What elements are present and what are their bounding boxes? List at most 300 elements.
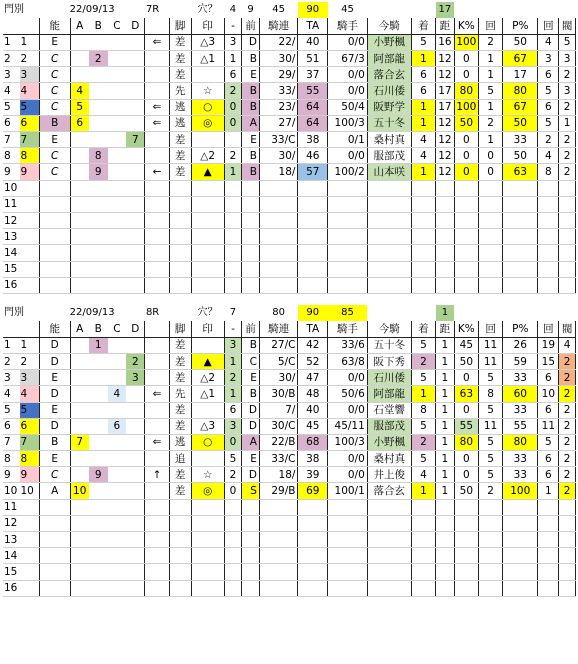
table-cell: [20, 245, 40, 261]
table-cell: [478, 580, 502, 596]
table-cell: 0: [454, 51, 478, 67]
table-cell: [191, 261, 224, 277]
table-cell: [39, 580, 70, 596]
table-cell: 追: [169, 451, 191, 467]
table-cell: 68: [298, 434, 328, 450]
table-cell: B: [242, 148, 260, 164]
table-cell: D: [39, 418, 70, 434]
table-cell: D: [39, 353, 70, 369]
table-cell: 6: [411, 67, 435, 83]
table-cell: 6: [20, 418, 40, 434]
table-cell: [39, 245, 70, 261]
table-cell: 9: [20, 164, 40, 180]
table-cell: 五十冬: [367, 115, 411, 131]
table-cell: 18/: [259, 467, 298, 483]
table-cell: [242, 515, 260, 531]
table-cell: [559, 229, 576, 245]
table-cell: [367, 180, 411, 196]
table-cell: [328, 515, 368, 531]
column-header: C: [108, 321, 127, 337]
table-cell: 1: [224, 164, 242, 180]
table-cell: 1: [411, 99, 435, 115]
table-cell: [411, 499, 435, 515]
table-cell: 5: [478, 434, 502, 450]
table-cell: B: [242, 83, 260, 99]
table-row: [3, 245, 576, 261]
table-cell: [436, 180, 455, 196]
table-cell: B: [242, 337, 260, 353]
table-cell: [89, 499, 108, 515]
table-cell: [478, 499, 502, 515]
table-cell: 2: [224, 83, 242, 99]
table-cell: [224, 532, 242, 548]
table-cell: [559, 564, 576, 580]
table-cell: 57: [298, 164, 328, 180]
table-cell: [126, 434, 145, 450]
column-header: 今騎: [367, 321, 411, 337]
table-cell: 12: [436, 148, 455, 164]
table-cell: [328, 212, 368, 228]
column-header: 回: [478, 18, 502, 34]
table-cell: 2: [559, 434, 576, 450]
table-cell: [126, 483, 145, 499]
table-cell: [89, 277, 108, 293]
table-cell: 80: [454, 434, 478, 450]
table-cell: B: [242, 99, 260, 115]
table-cell: 33: [503, 451, 538, 467]
table-cell: 0: [224, 115, 242, 131]
table-cell: [436, 212, 455, 228]
table-cell: [70, 499, 89, 515]
table-cell: 6: [538, 451, 559, 467]
table-cell: 55: [298, 83, 328, 99]
column-header: B: [89, 321, 108, 337]
table-cell: 4: [3, 386, 20, 402]
table-cell: 1: [3, 337, 20, 353]
table-cell: [108, 402, 127, 418]
table-cell: 50: [454, 483, 478, 499]
table-cell: [436, 245, 455, 261]
table-row: [3, 51, 576, 67]
table-row: [3, 548, 576, 564]
table-cell: [436, 532, 455, 548]
table-cell: [39, 229, 70, 245]
table-cell: [242, 532, 260, 548]
table-cell: 4: [20, 386, 40, 402]
table-cell: [70, 261, 89, 277]
table-cell: △1: [191, 51, 224, 67]
table-cell: [298, 180, 328, 196]
table-cell: E: [242, 132, 260, 148]
table-row: [3, 483, 576, 499]
table-row: [3, 67, 576, 83]
table-cell: 5: [538, 83, 559, 99]
table-cell: 100: [454, 34, 478, 50]
table-cell: 阪下秀: [367, 353, 411, 369]
table-cell: 2: [559, 132, 576, 148]
table-cell: [169, 212, 191, 228]
column-header-row: [3, 321, 576, 337]
table-cell: [503, 261, 538, 277]
table-cell: 差: [169, 67, 191, 83]
table-cell: S: [242, 483, 260, 499]
table-cell: 10: [538, 386, 559, 402]
table-cell: [126, 51, 145, 67]
table-cell: 63: [503, 164, 538, 180]
table-cell: [436, 277, 455, 293]
table-cell: [70, 164, 89, 180]
table-cell: [145, 532, 169, 548]
column-header: C: [108, 18, 127, 34]
table-row: [3, 532, 576, 548]
table-cell: 1: [436, 370, 455, 386]
table-cell: [145, 180, 169, 196]
table-cell: [454, 245, 478, 261]
table-cell: 5: [20, 99, 40, 115]
table-cell: D: [39, 386, 70, 402]
table-cell: [328, 180, 368, 196]
table-cell: [478, 245, 502, 261]
table-cell: [39, 277, 70, 293]
table-cell: [411, 564, 435, 580]
column-header: 距: [436, 321, 455, 337]
table-cell: 2: [559, 418, 576, 434]
col-spacer: [3, 18, 39, 34]
column-header: [145, 18, 169, 34]
table-cell: 4: [108, 386, 127, 402]
table-cell: [169, 196, 191, 212]
table-cell: D: [242, 467, 260, 483]
table-cell: [559, 196, 576, 212]
table-cell: 10: [70, 483, 89, 499]
table-cell: [436, 261, 455, 277]
table-cell: [108, 370, 127, 386]
table-cell: 0: [454, 132, 478, 148]
table-cell: [145, 564, 169, 580]
table-cell: 7: [126, 132, 145, 148]
table-cell: [191, 515, 224, 531]
table-cell: [89, 83, 108, 99]
table-cell: 2: [224, 370, 242, 386]
table-cell: 30/: [259, 51, 298, 67]
table-cell: 先: [169, 386, 191, 402]
table-cell: [478, 564, 502, 580]
table-cell: [242, 212, 260, 228]
table-cell: [145, 148, 169, 164]
table-cell: [70, 370, 89, 386]
table-cell: 小野楓: [367, 434, 411, 450]
table-cell: [70, 196, 89, 212]
table-cell: [145, 580, 169, 596]
table-cell: [367, 515, 411, 531]
table-cell: [169, 499, 191, 515]
table-cell: 差: [169, 148, 191, 164]
table-cell: [126, 515, 145, 531]
table-cell: 0: [454, 402, 478, 418]
header-value-5: 45: [341, 4, 354, 16]
table-cell: [538, 499, 559, 515]
table-cell: 9: [89, 467, 108, 483]
column-header: 今騎: [367, 18, 411, 34]
table-cell: [298, 580, 328, 596]
table-cell: 4: [3, 83, 20, 99]
column-header: P%: [503, 18, 538, 34]
table-cell: C: [39, 99, 70, 115]
table-cell: [108, 451, 127, 467]
table-cell: [503, 229, 538, 245]
table-cell: [20, 515, 40, 531]
table-cell: [503, 196, 538, 212]
table-cell: [108, 580, 127, 596]
table-cell: 2: [559, 386, 576, 402]
table-cell: [145, 261, 169, 277]
table-cell: 16: [436, 34, 455, 50]
column-header: 閥: [559, 321, 576, 337]
table-cell: 2: [559, 451, 576, 467]
table-cell: [224, 499, 242, 515]
table-cell: C: [39, 83, 70, 99]
table-cell: 5: [411, 337, 435, 353]
table-cell: 逃: [169, 99, 191, 115]
table-cell: [145, 245, 169, 261]
race-header-row: [3, 305, 576, 321]
table-cell: 16: [3, 580, 20, 596]
table-cell: [39, 515, 70, 531]
table-cell: 8: [411, 402, 435, 418]
table-cell: 0: [454, 148, 478, 164]
table-cell: 100/3: [328, 115, 368, 131]
column-header: 騎連: [259, 321, 298, 337]
table-cell: [108, 564, 127, 580]
table-cell: 2: [411, 353, 435, 369]
table-cell: [224, 564, 242, 580]
table-cell: 落合玄: [367, 483, 411, 499]
table-cell: 1: [411, 164, 435, 180]
table-cell: 逃: [169, 115, 191, 131]
table-cell: [454, 580, 478, 596]
table-cell: 6: [3, 115, 20, 131]
table-cell: [145, 229, 169, 245]
table-cell: [169, 277, 191, 293]
table-cell: 9: [20, 467, 40, 483]
table-cell: E: [242, 67, 260, 83]
table-cell: 6: [538, 467, 559, 483]
table-cell: [126, 245, 145, 261]
table-row: [3, 370, 576, 386]
table-cell: [70, 245, 89, 261]
table-cell: [328, 196, 368, 212]
table-cell: [367, 212, 411, 228]
table-cell: 100: [503, 483, 538, 499]
table-cell: 33: [503, 402, 538, 418]
table-cell: 42: [298, 337, 328, 353]
column-header: K%: [454, 18, 478, 34]
table-cell: [259, 532, 298, 548]
table-cell: 4: [538, 148, 559, 164]
table-cell: [328, 532, 368, 548]
race-venue: 門別: [4, 306, 24, 318]
table-cell: 1: [478, 132, 502, 148]
header-value-1: 7: [229, 306, 237, 318]
table-cell: [126, 548, 145, 564]
table-cell: E: [39, 402, 70, 418]
table-cell: [478, 212, 502, 228]
table-row: [3, 196, 576, 212]
table-cell: [242, 196, 260, 212]
table-cell: [411, 515, 435, 531]
table-cell: [242, 180, 260, 196]
table-cell: [89, 180, 108, 196]
table-cell: [538, 548, 559, 564]
table-cell: 0: [454, 164, 478, 180]
table-cell: 5: [411, 418, 435, 434]
table-cell: 2: [411, 434, 435, 450]
table-cell: [126, 580, 145, 596]
table-cell: 45: [454, 337, 478, 353]
table-cell: 10: [20, 483, 40, 499]
table-cell: 8: [89, 148, 108, 164]
table-cell: [538, 180, 559, 196]
table-cell: [298, 277, 328, 293]
table-cell: [145, 83, 169, 99]
table-cell: [538, 277, 559, 293]
header-spacer: [367, 2, 435, 18]
table-cell: [89, 99, 108, 115]
table-cell: [454, 515, 478, 531]
table-cell: 1: [224, 353, 242, 369]
header-value-6: 17: [436, 2, 455, 18]
table-cell: 0: [224, 99, 242, 115]
table-row: [3, 353, 576, 369]
table-cell: 9: [3, 467, 20, 483]
table-row: [3, 386, 576, 402]
table-cell: [108, 261, 127, 277]
table-cell: ○: [191, 99, 224, 115]
table-cell: 67: [503, 51, 538, 67]
table-cell: 52: [298, 353, 328, 369]
table-cell: [436, 515, 455, 531]
table-cell: 差: [169, 370, 191, 386]
table-cell: [108, 148, 127, 164]
table-cell: 0: [454, 467, 478, 483]
table-cell: 2: [3, 51, 20, 67]
column-header: 印: [191, 18, 224, 34]
table-cell: [436, 499, 455, 515]
column-header: 騎連: [259, 18, 298, 34]
table-cell: [89, 245, 108, 261]
table-cell: 1: [20, 337, 40, 353]
header-tail: [454, 305, 575, 321]
table-cell: 差: [169, 353, 191, 369]
ana-label: 穴？: [197, 4, 218, 16]
table-cell: [367, 564, 411, 580]
table-cell: 17: [436, 83, 455, 99]
table-cell: 5: [411, 370, 435, 386]
table-cell: [242, 499, 260, 515]
table-cell: B: [242, 164, 260, 180]
table-cell: 0/0: [328, 67, 368, 83]
table-row: [3, 180, 576, 196]
column-header: -: [224, 321, 242, 337]
table-cell: [20, 212, 40, 228]
table-cell: [224, 229, 242, 245]
table-cell: 1: [538, 483, 559, 499]
table-cell: 差: [169, 34, 191, 50]
table-cell: 差: [169, 418, 191, 434]
table-cell: 0: [478, 148, 502, 164]
table-cell: 13: [3, 229, 20, 245]
table-cell: 2: [478, 483, 502, 499]
table-cell: 1: [224, 386, 242, 402]
table-cell: 1: [478, 99, 502, 115]
column-header: D: [126, 321, 145, 337]
table-cell: 差: [169, 132, 191, 148]
column-header: TA: [298, 321, 328, 337]
table-cell: 6: [538, 370, 559, 386]
table-cell: [454, 564, 478, 580]
table-cell: 1: [436, 483, 455, 499]
table-cell: 5: [478, 451, 502, 467]
table-cell: [503, 277, 538, 293]
table-cell: 40: [298, 402, 328, 418]
table-cell: 桑村真: [367, 451, 411, 467]
table-cell: 7: [3, 132, 20, 148]
table-cell: 6: [3, 418, 20, 434]
header-value-2: 9: [247, 4, 254, 16]
table-cell: 5: [224, 451, 242, 467]
table-cell: [126, 83, 145, 99]
table-cell: 1: [436, 337, 455, 353]
column-header: 印: [191, 321, 224, 337]
table-cell: [126, 451, 145, 467]
table-cell: [89, 548, 108, 564]
table-cell: [126, 148, 145, 164]
table-cell: [108, 467, 127, 483]
table-cell: 12: [436, 132, 455, 148]
race-header-row: [3, 2, 576, 18]
table-cell: 2: [224, 467, 242, 483]
table-cell: [20, 564, 40, 580]
table-cell: 5: [3, 402, 20, 418]
table-cell: D: [39, 337, 70, 353]
table-cell: 80: [503, 434, 538, 450]
table-cell: 100/3: [328, 434, 368, 450]
table-cell: △3: [191, 418, 224, 434]
table-cell: [70, 532, 89, 548]
table-cell: [108, 196, 127, 212]
table-cell: 2: [478, 115, 502, 131]
table-row: [3, 164, 576, 180]
table-cell: [559, 277, 576, 293]
table-cell: [259, 196, 298, 212]
table-cell: 3: [3, 370, 20, 386]
table-cell: [169, 580, 191, 596]
table-cell: ☆: [191, 467, 224, 483]
column-header: 前: [242, 18, 260, 34]
table-cell: [20, 580, 40, 596]
table-row: [3, 515, 576, 531]
table-cell: 2: [538, 132, 559, 148]
column-header: TA: [298, 18, 328, 34]
table-cell: A: [39, 483, 70, 499]
table-cell: [70, 67, 89, 83]
table-cell: [70, 229, 89, 245]
table-cell: 阿部龍: [367, 51, 411, 67]
table-cell: [70, 337, 89, 353]
table-cell: 2: [559, 370, 576, 386]
table-cell: 4: [559, 337, 576, 353]
table-cell: 50: [503, 115, 538, 131]
